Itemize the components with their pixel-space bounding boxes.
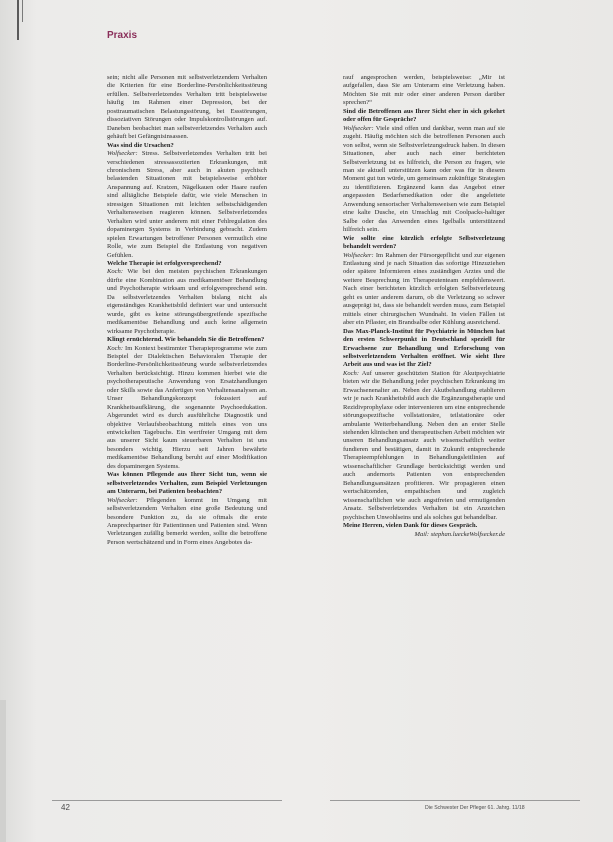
journal-reference: Die Schwester Der Pfleger 61. Jahrg. 11/18 — [425, 805, 525, 811]
answer-text: Auf unserer geschützten Station für Akutpsychiatrie bieten wir die Behandlung jeder psychischen Erkrankung im Erwachsenenalter an. Neben der Akutbehandlung etablieren wir je nach Krankheitsbild auch die Ergänzungstherapie und Rezidivprophylaxe oder intervenieren um eine entsprechende störungsspezifische vollstationäre, teilstationäre oder ambulante Weiterbehandlung. Neben den an erster Stelle stehenden klinischen und therapeutischen Arbeit möchten wir unseren Behandlungsansatz auch wissenschaftlich weiter fundieren und bestätigen, damit in Zukunft entsprechende Therapieempfehlungen in Behandlungsleitlinien auf wissenschaftlicher Grundlage berücksichtigt werden und auch andernorts Patienten von entsprechenden Behandlungsansätzen profitieren. Wir propagieren einen wertschätzenden, empathischen und zugleich wissenschaftlichen wie auch angstfreien und ermutigenden Ansatz. Selbstverletzendes Verhalten ist ein Anzeichen psychischen Unwohlseins und als solches gut behandelbar. — [343, 369, 505, 521]
answer-text: Im Rahmen der Fürsorgepflicht und zur eigenen Entlastung sind je nach Situation das sofortige Hinzuziehen oder spätere Informieren eines zuständigen Arztes und die weitere Besprechung im Therapeutenteam empfehlenswert. Nach einer berichteten kürzlich erfolgten Selbstverletzung geht es unter anderem darum, ob die Verletzung so schwer ausgeprägt ist, dass sie behandelt werden muss, zum Beispiel mittels einer chirurgischen Wundnaht. In vielen Fällen ist aber ein Pflaster, ein Brandsalbe oder Kühlung ausreichend. — [343, 251, 505, 327]
interview-question: Was sind die Ursachen? — [107, 141, 174, 149]
footer-rule — [52, 800, 282, 801]
interview-answer — [343, 125, 505, 235]
page-edge-shadow — [0, 700, 6, 842]
answer-text: Stress. Selbstverletzendes Verhalten tritt bei verschiedenen stressassoziierten Erkrankungen, mit chronischem Stress, aber auch in akuten psychisch belastenden Situationen mit beispielsweise erhöhter Anspannung auf. Kratzen, Nägelkauen oder Haare raufen sind alltägliche Beispiele dafür, wie viele Menschen in stressigen Situationen mit leichten selbstschädigenden Verhaltensweisen reagieren können. Selbstverletzendes Verhalten wird unter anderem mit einer Fehlregulation des dopaminergen Systems in Verbindung gebracht. Zudem spielen Erwartungen betroffener Personen vermutlich eine Rolle, wie zum Beispiel die Entlastung von negativen Gefühlen. — [107, 150, 268, 259]
article-column-left — [107, 74, 267, 547]
interview-question: Sind die Betroffenen aus Ihrer Sicht eher in sich gekehrt oder offen für Gespräche? — [343, 107, 505, 124]
interview-answer — [343, 252, 505, 328]
footer-rule — [330, 800, 580, 801]
interview-question: Klingt ernüchternd. Wie behandeln Sie die Betroffenen? — [107, 336, 265, 344]
speaker-name: Wolfsecker: — [107, 150, 138, 158]
interview-question: Was können Pflegende aus Ihrer Sicht tun, wenn sie selbstverletzendes Verhalten, zum Beispiel Verletzungen am Unterarm, bei Patienten beobachten? — [107, 471, 267, 496]
interview-question: Welche Therapie ist erfolgversprechend? — [107, 259, 222, 267]
interview-answer — [107, 497, 267, 548]
answer-text: rauf angesprochen werden, beispielsweise: „Mir ist aufgefallen, dass Sie am Unterarm eine Verletzung haben. Möchten Sie mit mir oder einer anderen Person darüber sprechen?“ — [343, 74, 505, 107]
binding-line — [17, 0, 19, 40]
interview-question: Meine Herren, vielen Dank für dieses Gespräch. — [343, 522, 478, 530]
interview-question: Wie sollte eine kürzlich erfolgte Selbstverletzung behandelt werden? — [343, 234, 505, 251]
answer-text: Viele sind offen und dankbar, wenn man auf sie zugeht. Häufig möchten sich die betroffenen Personen auch von selbst, wenn sie Selbstverletzungsdruck haben. In diesen Situationen, aber auch nach einer berichteten Selbstverletzung ist es hilfreich, die Person zu fragen, wie man sie aktuell unterstützen kann oder was für in diesem Moment gut tun würde, um gemeinsam zukünftige Strategien zu identifizieren. Ergänzend kann das Angebot einer angepassten Bedarfsmedikation oder die angeleitete Anwendung sensorischer Verhaltensweisen wie zum Beispiel eine kalte Dusche, ein Umschlag mit Coolpacks-haltiger Salbe oder das Anwenden eines Igelballs unterstützend hilfreich sein. — [343, 124, 505, 234]
page-number: 42 — [61, 803, 70, 812]
speaker-name: Koch: — [343, 369, 359, 377]
interview-answer — [343, 370, 505, 522]
author-signature: Mail: stephan.lueckeWolfsecker.de — [414, 531, 505, 539]
interview-answer — [107, 345, 267, 472]
interview-answer — [107, 150, 267, 260]
binding-line — [22, 0, 23, 22]
answer-text: Wie bei den meisten psychischen Erkrankungen dürfte eine Kombination aus medikamentöser Behandlung und Psychotherapie wirksam und erfolgversprechend sein. Da selbstverletzendes Verhalten bislang nicht als eigenständiges Krankheitsbild definiert war und untersucht wurde, gibt es keine störungsübergreifende spezifische medikamentöse Behandlung und auch keine allgemein wirksame Psychotherapie. — [107, 268, 267, 335]
interview-answer — [107, 268, 267, 336]
section-title: Praxis — [107, 30, 138, 41]
answer-text: Pflegenden kommt im Umgang mit selbstverletzendem Verhalten eine große Bedeutung und besondere Funktion zu, da sie oftmals die erste Ansprechpartner für Patientinnen und Patienten sind. Wenn Verletzungen zufällig bemerkt werden, sollte die betroffene Person wertschätzend und in Form eines Angebotes da- — [107, 496, 267, 546]
answer-text: sein; nicht alle Personen mit selbstverletzendem Verhalten die Kriterien für eine Borderline-Persönlichkeitsstörung erfüllen. Selbstverletzendes Verhalten tritt beispielsweise häufig im Rahmen einer Depression, bei der posttraumatischen Belastungsstörung, bei Essstörungen, dissoziativen Störungen oder Impulskontrollstörungen auf. Daneben beobachtet man selbstverletzendes Verhalten auch gehäuft bei Gefängnisinsassen. — [107, 74, 267, 141]
speaker-name: Wolfsecker: — [343, 124, 374, 132]
article-column-right — [343, 74, 505, 540]
interview-question: Das Max-Planck-Institut für Psychiatrie in München hat den ersten Schwerpunkt in Deutschland speziell für Erwachsene zur Behandlung und Erforschung von selbstverletzendem Verhalten eröffnet. Wie sieht Ihre Arbeit aus und was ist Ihr Ziel? — [343, 327, 505, 369]
speaker-name: Koch: — [107, 344, 123, 352]
interview-answer — [107, 74, 267, 142]
speaker-name: Wolfsecker: — [107, 496, 138, 504]
answer-text: Im Kontext bestimmter Therapieprogramme wie zum Beispiel der Dialektischen Behavioralen Therapie der Borderline-Persönlichkeitsstörung wurde selbstverletzendes Verhalten berücksichtigt. Hinzu kommen hierbei wie die psychotherapeutische Anwendung von Ersatzhandlungen oder Skills sowie das Anfertigen von Verhaltensanalysen an. Unser Behandlungskonzept fokussiert auf Krankheitsaufklärung, die sogenannte Psychoedukation. Abgerundet wird es durch ausführliche Diagnostik und objektive Verlaufsbeobachtung mittels eines von uns entwickelten Tagebuchs. Ein wertfreier Umgang mit dem aus unserer Sicht kaum steuerbaren Verhalten ist uns besonders wichtig. Hierzu seit Jahren bewährte medikamentöse Behandlung beruht auf einer Modifikation des dopaminergen Systems. — [107, 344, 267, 470]
speaker-name: Koch: — [107, 268, 123, 276]
speaker-name: Wolfsecker: — [343, 251, 374, 259]
interview-answer — [343, 74, 505, 108]
